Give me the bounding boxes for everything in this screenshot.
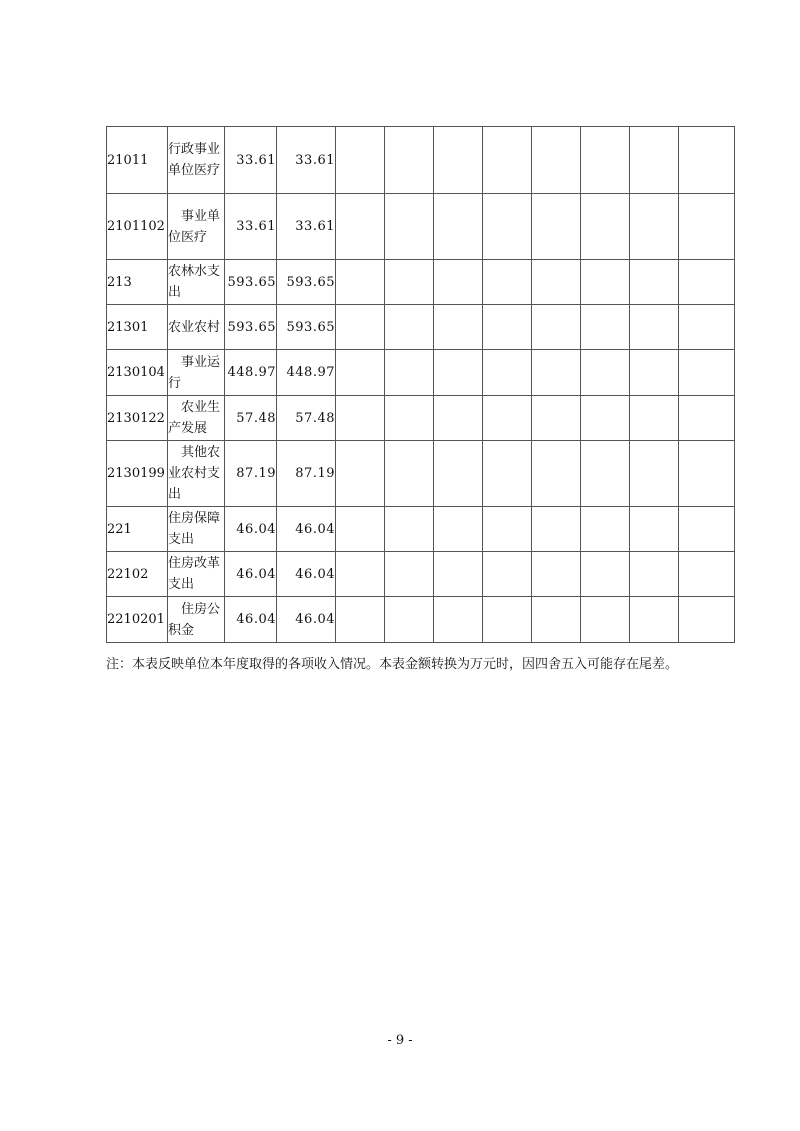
table-note: 注：本表反映单位本年度取得的各项收入情况。本表金额转换为万元时，因四舍五入可能存在尾差。: [106, 657, 679, 672]
empty-cell: [483, 507, 532, 552]
empty-cell: [336, 441, 385, 507]
empty-cell: [434, 552, 483, 597]
total-amount: 46.04: [225, 507, 277, 552]
empty-cell: [630, 127, 679, 194]
empty-cell: [532, 552, 581, 597]
empty-cell: [385, 305, 434, 350]
subject-code: 2130104: [107, 350, 168, 396]
empty-cell: [679, 260, 735, 305]
subject-code: 2130199: [107, 441, 168, 507]
empty-cell: [483, 194, 532, 260]
empty-cell: [336, 305, 385, 350]
empty-cell: [630, 305, 679, 350]
empty-cell: [581, 507, 630, 552]
empty-cell: [385, 194, 434, 260]
empty-cell: [630, 597, 679, 643]
empty-cell: [581, 350, 630, 396]
page-number: - 9 -: [387, 1033, 413, 1048]
total-amount: 33.61: [225, 194, 277, 260]
empty-cell: [483, 260, 532, 305]
table-row: [107, 194, 735, 260]
empty-cell: [581, 552, 630, 597]
table-row: [107, 305, 735, 350]
empty-cell: [336, 597, 385, 643]
empty-cell: [434, 194, 483, 260]
empty-cell: [385, 127, 434, 194]
empty-cell: [483, 305, 532, 350]
fiscal-amount: 593.65: [277, 260, 336, 305]
subject-name: 事业单位医疗: [168, 194, 225, 260]
empty-cell: [385, 507, 434, 552]
empty-cell: [532, 597, 581, 643]
empty-cell: [630, 507, 679, 552]
table-row: [107, 552, 735, 597]
empty-cell: [336, 350, 385, 396]
table-row: [107, 507, 735, 552]
empty-cell: [483, 127, 532, 194]
total-amount: 46.04: [225, 552, 277, 597]
empty-cell: [630, 441, 679, 507]
subject-name: 农业生产发展: [168, 396, 225, 441]
fiscal-amount: 46.04: [277, 552, 336, 597]
empty-cell: [483, 552, 532, 597]
empty-cell: [679, 127, 735, 194]
fiscal-amount: 448.97: [277, 350, 336, 396]
table-row: [107, 127, 735, 194]
empty-cell: [385, 350, 434, 396]
fiscal-amount: 46.04: [277, 507, 336, 552]
subject-name: 事业运行: [168, 350, 225, 396]
empty-cell: [630, 194, 679, 260]
empty-cell: [336, 194, 385, 260]
subject-name: 农林水支出: [168, 260, 225, 305]
empty-cell: [336, 127, 385, 194]
subject-code: 221: [107, 507, 168, 552]
table-row: [107, 441, 735, 507]
subject-name: 住房改革支出: [168, 552, 225, 597]
empty-cell: [532, 507, 581, 552]
empty-cell: [434, 260, 483, 305]
empty-cell: [581, 127, 630, 194]
empty-cell: [434, 396, 483, 441]
empty-cell: [336, 552, 385, 597]
total-amount: 87.19: [225, 441, 277, 507]
empty-cell: [385, 441, 434, 507]
table-body: [107, 127, 735, 643]
empty-cell: [679, 441, 735, 507]
empty-cell: [483, 396, 532, 441]
fiscal-amount: 46.04: [277, 597, 336, 643]
subject-code: 22102: [107, 552, 168, 597]
empty-cell: [385, 597, 434, 643]
subject-code: 21011: [107, 127, 168, 194]
empty-cell: [630, 260, 679, 305]
empty-cell: [630, 350, 679, 396]
empty-cell: [483, 350, 532, 396]
empty-cell: [630, 552, 679, 597]
subject-code: 2130122: [107, 396, 168, 441]
empty-cell: [532, 441, 581, 507]
subject-code: 21301: [107, 305, 168, 350]
empty-cell: [679, 396, 735, 441]
empty-cell: [679, 194, 735, 260]
empty-cell: [434, 305, 483, 350]
total-amount: 57.48: [225, 396, 277, 441]
empty-cell: [532, 127, 581, 194]
fiscal-amount: 57.48: [277, 396, 336, 441]
empty-cell: [336, 260, 385, 305]
empty-cell: [532, 260, 581, 305]
subject-code: 2210201: [107, 597, 168, 643]
empty-cell: [532, 194, 581, 260]
empty-cell: [679, 597, 735, 643]
subject-name: 农业农村: [168, 305, 225, 350]
subject-name: 其他农业农村支出: [168, 441, 225, 507]
fiscal-amount: 87.19: [277, 441, 336, 507]
empty-cell: [434, 350, 483, 396]
budget-table: [106, 126, 735, 643]
total-amount: 46.04: [225, 597, 277, 643]
empty-cell: [434, 597, 483, 643]
fiscal-amount: 33.61: [277, 127, 336, 194]
empty-cell: [385, 552, 434, 597]
empty-cell: [581, 194, 630, 260]
subject-code: 2101102: [107, 194, 168, 260]
subject-name: 行政事业单位医疗: [168, 127, 225, 194]
empty-cell: [385, 260, 434, 305]
total-amount: 448.97: [225, 350, 277, 396]
empty-cell: [581, 441, 630, 507]
empty-cell: [336, 396, 385, 441]
empty-cell: [483, 597, 532, 643]
empty-cell: [581, 396, 630, 441]
total-amount: 593.65: [225, 260, 277, 305]
empty-cell: [434, 441, 483, 507]
empty-cell: [532, 396, 581, 441]
empty-cell: [483, 441, 532, 507]
empty-cell: [434, 127, 483, 194]
fiscal-amount: 33.61: [277, 194, 336, 260]
empty-cell: [532, 350, 581, 396]
empty-cell: [679, 507, 735, 552]
empty-cell: [679, 552, 735, 597]
empty-cell: [679, 350, 735, 396]
subject-code: 213: [107, 260, 168, 305]
empty-cell: [434, 507, 483, 552]
empty-cell: [679, 305, 735, 350]
table-row: [107, 350, 735, 396]
subject-name: 住房保障支出: [168, 507, 225, 552]
empty-cell: [532, 305, 581, 350]
table-row: [107, 597, 735, 643]
empty-cell: [581, 305, 630, 350]
subject-name: 住房公积金: [168, 597, 225, 643]
fiscal-amount: 593.65: [277, 305, 336, 350]
empty-cell: [581, 260, 630, 305]
table-row: [107, 260, 735, 305]
empty-cell: [581, 597, 630, 643]
empty-cell: [385, 396, 434, 441]
table-row: [107, 396, 735, 441]
total-amount: 33.61: [225, 127, 277, 194]
total-amount: 593.65: [225, 305, 277, 350]
empty-cell: [336, 507, 385, 552]
empty-cell: [630, 396, 679, 441]
